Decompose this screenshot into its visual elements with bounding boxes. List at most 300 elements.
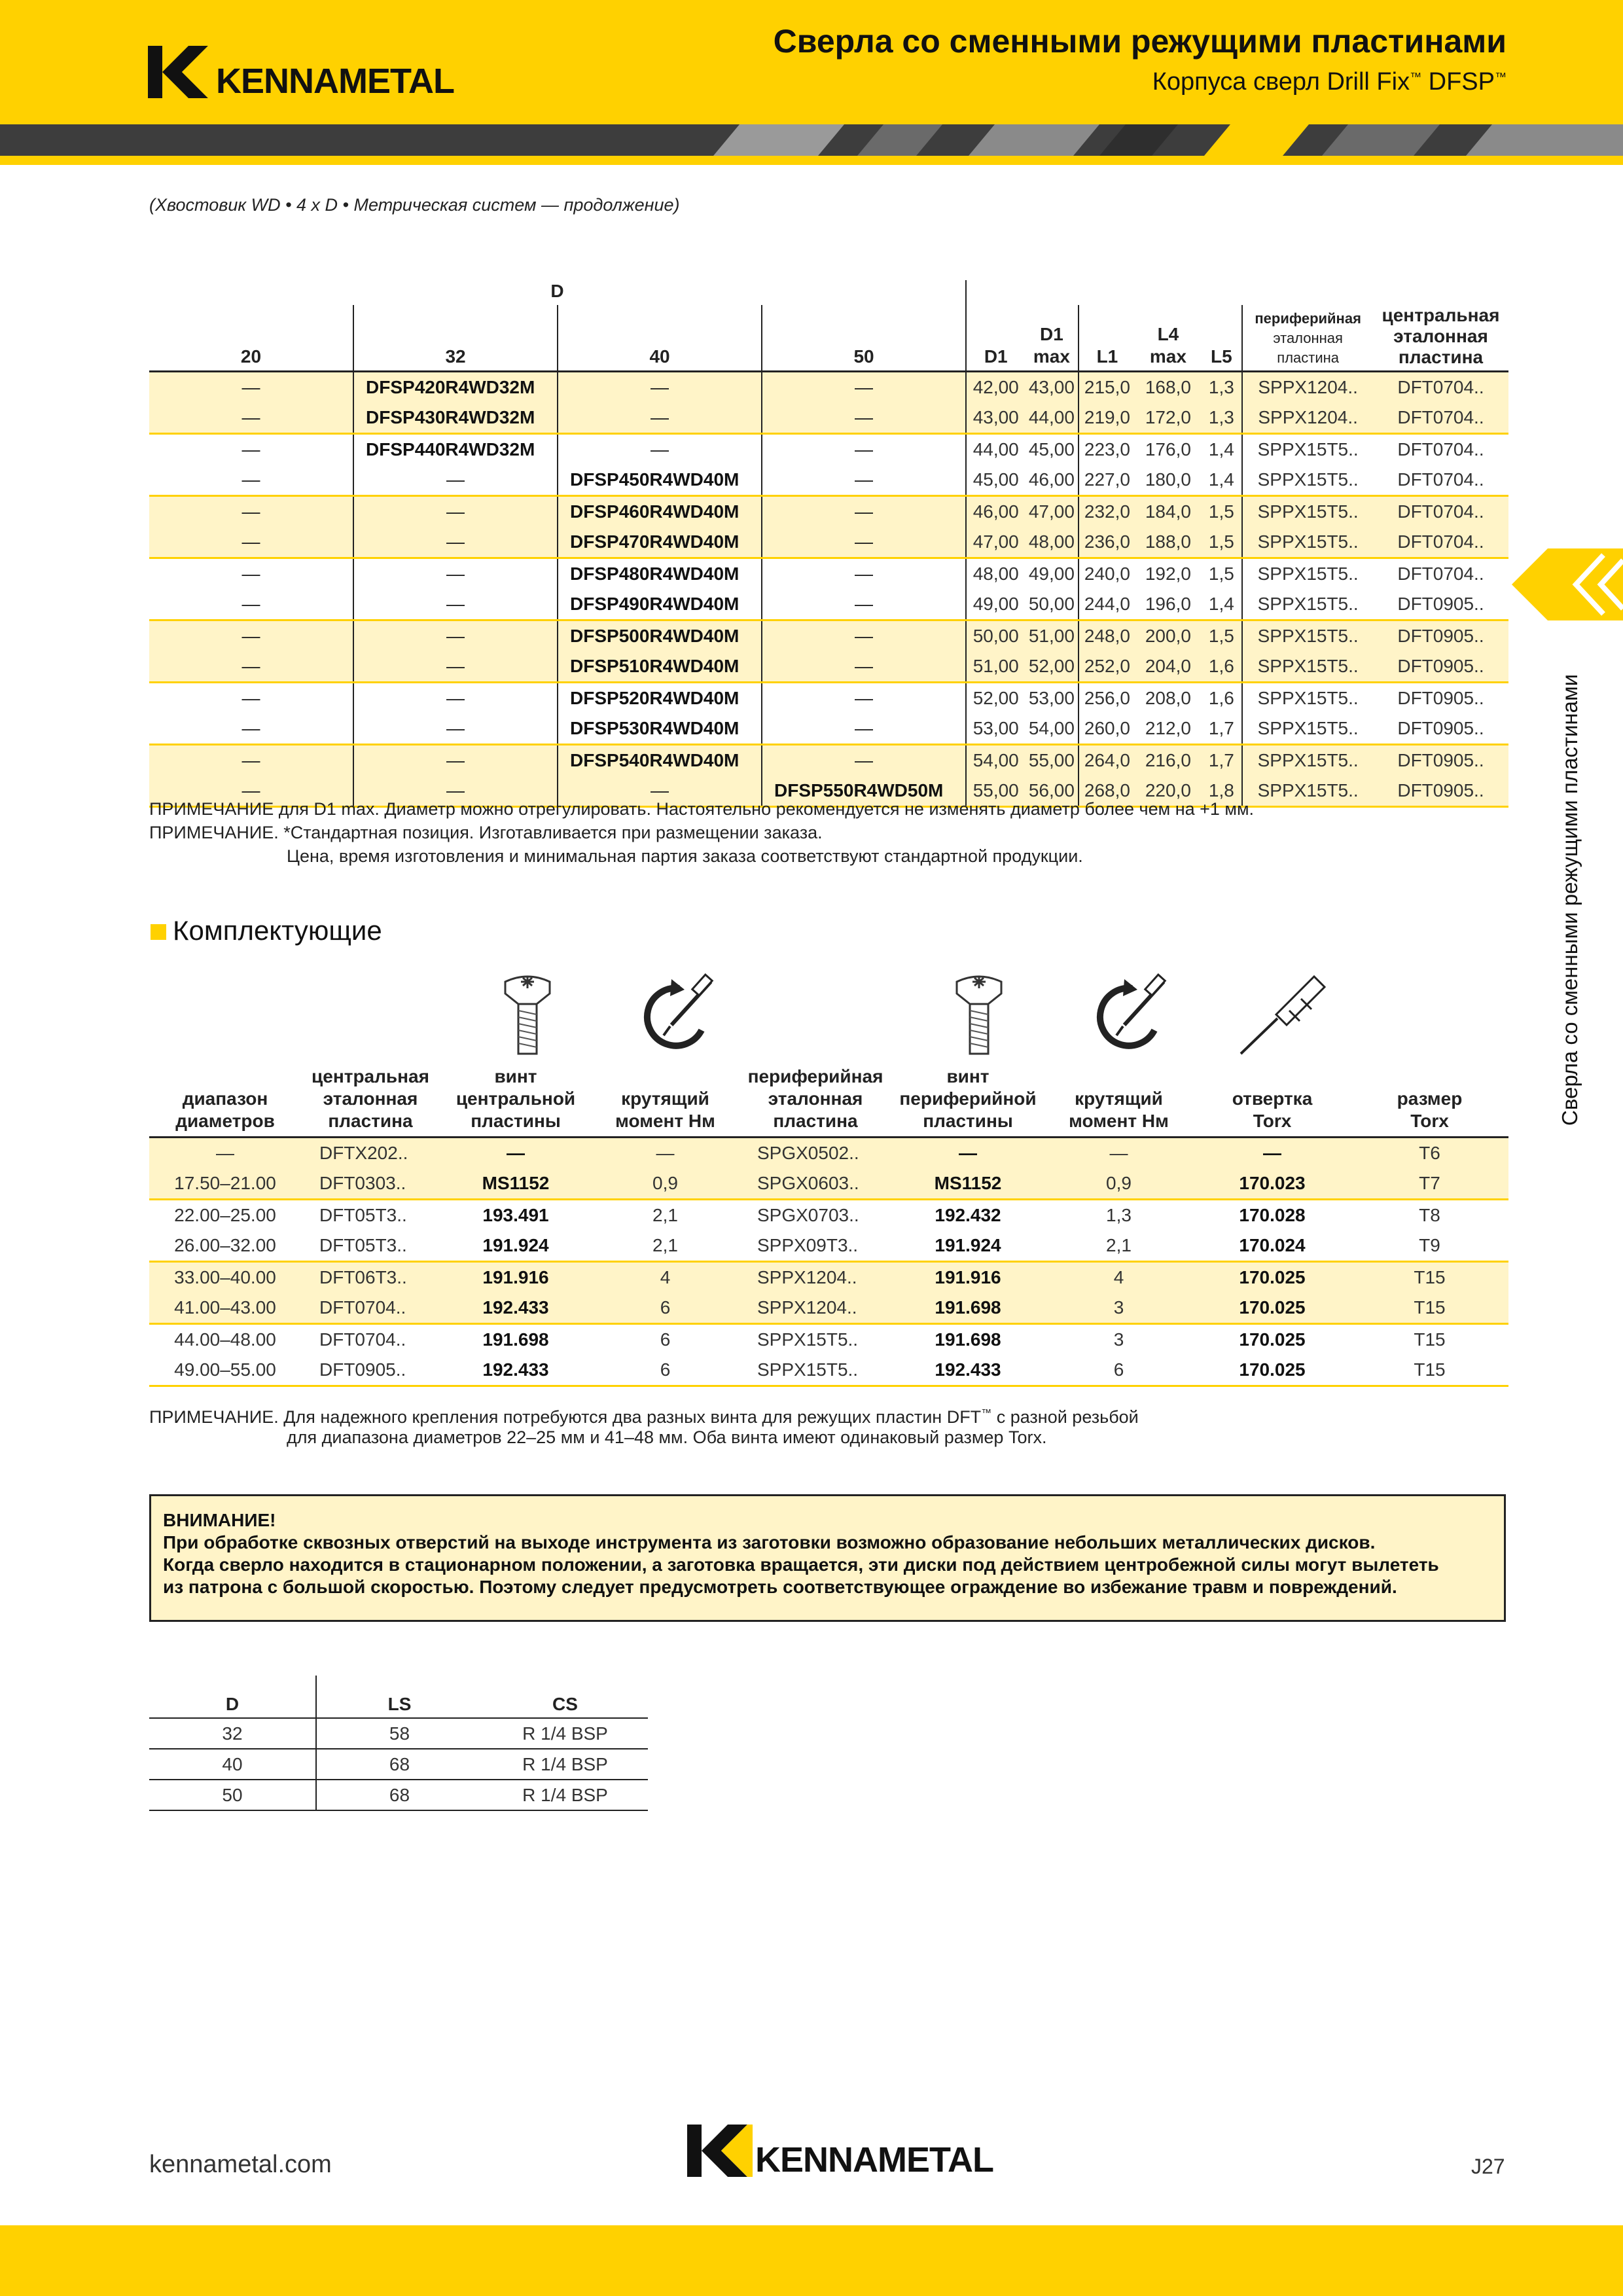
drill-cell: 43,00 (966, 403, 1025, 434)
note-d1max: ПРИМЕЧАНИЕ для D1 max. Диаметр можно отрегулировать. Настоятельно рекомендуется не изменять диаметр более чем на +1 мм. (149, 799, 1255, 819)
col-l5: L5 (1211, 346, 1232, 367)
drill-cell: 45,00 (966, 465, 1025, 496)
drill-cell: DFT0905.. (1397, 780, 1484, 800)
drill-cell: 46,00 (1028, 469, 1075, 490)
col-l4max: L4 max (1149, 324, 1186, 367)
drill-cell: DFT0704.. (1397, 407, 1484, 427)
accessory-cell: 22.00–25.00 (174, 1205, 276, 1225)
shank-row (149, 1780, 648, 1810)
col-torx-driver: отвертка Torx (1232, 1088, 1313, 1131)
drill-cell: DFSP550R4WD50M (762, 776, 966, 807)
drill-cell: — (762, 589, 966, 620)
logo-text: KENNAMETAL (216, 62, 454, 101)
page-title: Сверла со сменными режущими пластинами (773, 23, 1507, 60)
drill-cell: — (241, 626, 260, 646)
drill-cell: — (353, 713, 558, 745)
shank-row (149, 1749, 648, 1780)
d-group-header: D (550, 281, 564, 301)
accessory-cell: T7 (1419, 1173, 1440, 1193)
drill-cell: 47,00 (1028, 501, 1075, 522)
page-subtitle: Корпуса сверл Drill Fix™ DFSP™ (1152, 68, 1507, 96)
table-caption: (Хвостовик WD • 4 x D • Метрическая систем — продолжение) (149, 195, 680, 215)
accessory-cell: — (1109, 1143, 1128, 1163)
drill-cell: 51,00 (1028, 626, 1075, 646)
drill-cell: DFSP520R4WD40M (558, 683, 762, 714)
drill-cell: — (762, 465, 966, 496)
drill-cell: — (241, 439, 260, 459)
note-standard: ПРИМЕЧАНИЕ. *Стандартная позиция. Изготавливается при размещении заказа. (149, 823, 823, 842)
accessory-cell: 33.00–40.00 (174, 1267, 276, 1287)
col-50: 50 (762, 305, 966, 372)
accessory-cell: DFT06T3.. (319, 1267, 407, 1287)
drill-cell: 172,0 (1145, 407, 1191, 427)
section-title-accessories: Комплектующие (173, 915, 382, 946)
drill-cell: SPPX15T5.. (1242, 589, 1373, 620)
warning-line-1: При обработке сквозных отверстий на выходе инструмента из заготовки возможно образование небольших металлических дисков. (163, 1532, 1376, 1552)
accessory-cell: 170.024 (1239, 1235, 1306, 1255)
accessory-cell: SPPX1204.. (757, 1267, 857, 1287)
drill-row (149, 372, 1508, 403)
drill-cell: 244,0 (1079, 589, 1135, 620)
drill-cell: — (241, 594, 260, 614)
drill-cell: 212,0 (1145, 718, 1191, 738)
warning-box (149, 1494, 1506, 1622)
drill-cell: DFSP440R4WD32M (353, 434, 558, 465)
drill-row (149, 403, 1508, 434)
drill-cell: DFSP470R4WD40M (558, 527, 762, 558)
accessory-cell: T9 (1419, 1235, 1440, 1255)
drill-cell: DFT0905.. (1397, 688, 1484, 708)
warning-line-3: из патрона с большой скоростью. Поэтому следует предусмотреть соответствующее ограждение во избежание травм и повреждений. (163, 1577, 1397, 1597)
drill-cell: 232,0 (1079, 496, 1135, 528)
drill-cell: — (762, 651, 966, 683)
accessory-cell: 170.025 (1239, 1267, 1306, 1287)
accessory-cell: MS1152 (934, 1173, 1002, 1193)
header-stripe-yellow (0, 156, 1623, 165)
shank-cell: 68 (316, 1780, 482, 1810)
accessory-row (149, 1168, 1508, 1200)
accessory-cell: — (656, 1143, 675, 1163)
drill-cell: — (353, 620, 558, 652)
accessory-cell: DFTX202.. (319, 1143, 408, 1163)
drill-cell: 53,00 (1028, 688, 1075, 708)
shank-cell: 68 (316, 1749, 482, 1780)
drill-cell: 196,0 (1145, 594, 1191, 614)
drill-cell: — (241, 531, 260, 552)
drill-cell: 215,0 (1079, 372, 1135, 403)
drill-cell: — (241, 750, 260, 770)
accessory-cell: 170.025 (1239, 1359, 1306, 1380)
drill-cell: 208,0 (1145, 688, 1191, 708)
col-peripheral-insert: периферийная эталонная пластина (747, 1066, 883, 1131)
col-d: D (225, 1694, 240, 1714)
drill-cell: 44,00 (966, 434, 1025, 465)
drill-cell: 1,3 (1208, 377, 1234, 397)
drill-cell: DFT0704.. (1397, 377, 1484, 397)
accessory-cell: SPPX1204.. (757, 1297, 857, 1318)
shank-table (149, 1676, 648, 1811)
header-stripe (0, 124, 1623, 156)
drill-cell: 51,00 (966, 651, 1025, 683)
drill-cell: DFT0905.. (1397, 718, 1484, 738)
drill-cell: 1,4 (1208, 439, 1234, 459)
drill-cell: 256,0 (1079, 683, 1135, 714)
kennametal-logo[interactable] (148, 46, 454, 101)
drill-row (149, 465, 1508, 496)
drill-cell: — (558, 372, 762, 403)
accessory-cell: 3 (1113, 1297, 1124, 1318)
accessory-cell: SPGX0502.. (757, 1143, 859, 1163)
drill-cell: — (558, 434, 762, 465)
accessory-cell: SPPX15T5.. (757, 1359, 859, 1380)
col-40: 40 (558, 305, 762, 372)
accessory-row (149, 1230, 1508, 1262)
accessory-cell: DFT05T3.. (319, 1235, 407, 1255)
drill-cell: 1,6 (1208, 688, 1234, 708)
accessory-cell: 192.432 (935, 1205, 1001, 1225)
drill-cell: 52,00 (966, 683, 1025, 714)
accessory-cell: 3 (1113, 1329, 1124, 1350)
accessory-cell: 192.433 (482, 1359, 549, 1380)
accessory-cell: — (216, 1143, 234, 1163)
drill-cell: — (353, 745, 558, 776)
accessory-cell: 17.50–21.00 (174, 1173, 276, 1193)
drill-cell: 268,0 (1079, 776, 1135, 807)
accessory-cell: 6 (660, 1329, 671, 1350)
drills-table (149, 280, 1508, 808)
accessory-cell: 170.025 (1239, 1329, 1306, 1350)
drill-cell: DFSP510R4WD40M (558, 651, 762, 683)
accessory-cell: SPPX15T5.. (757, 1329, 859, 1350)
drill-cell: SPPX15T5.. (1242, 776, 1373, 807)
col-torque-peripheral: крутящий момент Нм (1069, 1088, 1169, 1131)
accessory-row (149, 1293, 1508, 1324)
col-l1: L1 (1079, 305, 1135, 372)
drill-cell: — (762, 403, 966, 434)
drill-cell: DFSP500R4WD40M (558, 620, 762, 652)
drill-cell: 43,00 (1028, 377, 1075, 397)
drill-cell: SPPX15T5.. (1242, 465, 1373, 496)
drill-cell: 220,0 (1145, 780, 1191, 800)
drill-cell: — (762, 527, 966, 558)
drill-cell: — (241, 501, 260, 522)
col-central-screw: винт центральной пластины (455, 1066, 576, 1131)
note-price: Цена, время изготовления и минимальная партия заказа соответствуют стандартной продукции. (287, 846, 1083, 866)
accessories-table (149, 975, 1508, 1387)
drill-cell: — (762, 372, 966, 403)
col-peripheral-insert: периферийная эталонная пластина (1242, 305, 1373, 372)
drill-cell: 184,0 (1145, 501, 1191, 522)
drill-cell: 1,5 (1208, 531, 1234, 552)
accessory-cell: 191.698 (482, 1329, 549, 1350)
accessory-cell: — (507, 1143, 525, 1163)
page-number: J27 (1471, 2155, 1505, 2178)
shank-cell: R 1/4 BSP (522, 1723, 608, 1744)
drill-cell: 50,00 (1028, 594, 1075, 614)
accessory-cell: 191.916 (482, 1267, 549, 1287)
drill-cell: — (241, 780, 260, 800)
drill-row (149, 527, 1508, 558)
note-screws: ПРИМЕЧАНИЕ. Для надежного крепления потребуются два разных винта для режущих пластин DFT™ с разной резьбой (149, 1407, 1139, 1427)
accessory-cell: DFT0303.. (319, 1173, 406, 1193)
accessory-cell: 170.023 (1239, 1173, 1306, 1193)
drill-cell: 252,0 (1079, 651, 1135, 683)
drill-cell: 1,7 (1208, 750, 1234, 770)
drill-cell: 48,00 (966, 558, 1025, 590)
drill-cell: DFSP420R4WD32M (353, 372, 558, 403)
drill-cell: 240,0 (1079, 558, 1135, 590)
shank-cell: 32 (222, 1723, 243, 1744)
drill-cell: 1,4 (1208, 594, 1234, 614)
accessory-cell: 170.028 (1239, 1205, 1306, 1225)
accessory-cell: 170.025 (1239, 1297, 1306, 1318)
drill-row (149, 620, 1508, 652)
accessory-cell: 0,9 (652, 1173, 678, 1193)
drill-cell: — (762, 620, 966, 652)
accessory-cell: 191.924 (935, 1235, 1001, 1255)
drill-cell: 1,3 (1208, 407, 1234, 427)
drill-row (149, 683, 1508, 714)
accessory-cell: SPPX09T3.. (757, 1235, 859, 1255)
drill-cell: SPPX15T5.. (1242, 683, 1373, 714)
drill-cell: SPPX15T5.. (1242, 558, 1373, 590)
drill-cell: DFT0905.. (1397, 750, 1484, 770)
drill-cell: 248,0 (1079, 620, 1135, 652)
drill-cell: 188,0 (1145, 531, 1191, 552)
drill-cell: DFSP480R4WD40M (558, 558, 762, 590)
drill-cell: DFT0704.. (1397, 469, 1484, 490)
accessory-cell: 192.433 (482, 1297, 549, 1318)
col-central-insert: центральная эталонная пластина (1382, 305, 1500, 367)
shank-row (149, 1718, 648, 1749)
drill-cell: 55,00 (966, 776, 1025, 807)
col-d1: D1 (966, 305, 1025, 372)
note-screws-range: для диапазона диаметров 22–25 мм и 41–48 мм. Оба винта имеют одинаковый размер Torx. (287, 1427, 1047, 1447)
accessory-cell: 191.924 (482, 1235, 549, 1255)
drill-cell: — (762, 558, 966, 590)
drill-row (149, 589, 1508, 620)
drill-row (149, 651, 1508, 683)
drill-cell: 1,5 (1208, 501, 1234, 522)
drill-row (149, 434, 1508, 465)
accessory-cell: 6 (660, 1297, 671, 1318)
footer-band (0, 2225, 1623, 2296)
accessory-cell: T15 (1414, 1297, 1446, 1318)
drill-cell: 264,0 (1079, 745, 1135, 776)
drill-cell: SPPX15T5.. (1242, 745, 1373, 776)
accessory-cell: 192.433 (935, 1359, 1001, 1380)
drill-cell: DFSP430R4WD32M (353, 403, 558, 434)
accessory-cell: T15 (1414, 1267, 1446, 1287)
drill-cell: 219,0 (1079, 403, 1135, 434)
drill-cell: 260,0 (1079, 713, 1135, 745)
drill-cell: SPPX15T5.. (1242, 713, 1373, 745)
drill-cell: 46,00 (966, 496, 1025, 528)
accessory-cell: 41.00–43.00 (174, 1297, 276, 1318)
accessory-cell: DFT05T3.. (319, 1205, 407, 1225)
drill-cell: 200,0 (1145, 626, 1191, 646)
drill-cell: 236,0 (1079, 527, 1135, 558)
drill-cell: — (762, 683, 966, 714)
drill-cell: SPPX15T5.. (1242, 620, 1373, 652)
accessory-cell: SPGX0603.. (757, 1173, 859, 1193)
drill-cell: 1,5 (1208, 626, 1234, 646)
footer-logo-text: KENNAMETAL (755, 2140, 993, 2179)
drill-cell: SPPX15T5.. (1242, 496, 1373, 528)
drill-cell: DFSP450R4WD40M (558, 465, 762, 496)
side-chevron-icon (1512, 548, 1623, 620)
drill-cell: DFT0704.. (1397, 501, 1484, 522)
drill-cell: — (241, 564, 260, 584)
accessory-cell: 191.698 (935, 1329, 1001, 1350)
drill-cell: 176,0 (1145, 439, 1191, 459)
accessory-cell: 193.491 (482, 1205, 549, 1225)
accessory-cell: T15 (1414, 1329, 1446, 1350)
accessory-cell: 6 (1113, 1359, 1124, 1380)
col-diameter-range: диапазон диаметров (175, 1088, 275, 1131)
accessory-cell: MS1152 (482, 1173, 550, 1193)
drill-cell: DFT0704.. (1397, 564, 1484, 584)
drill-cell: 1,8 (1208, 780, 1234, 800)
warning-line-2: Когда сверло находится в стационарном положении, а заготовка вращается, эти диски под действием центробежной силы могут вылететь (163, 1554, 1439, 1575)
drill-cell: DFSP490R4WD40M (558, 589, 762, 620)
accessory-cell: 191.916 (935, 1267, 1001, 1287)
drill-cell: 44,00 (1028, 407, 1075, 427)
drill-cell: 54,00 (966, 745, 1025, 776)
drill-cell: 168,0 (1145, 377, 1191, 397)
drill-cell: 55,00 (1028, 750, 1075, 770)
drill-row (149, 558, 1508, 590)
drill-cell: 216,0 (1145, 750, 1191, 770)
drill-cell: 48,00 (1028, 531, 1075, 552)
drill-cell: — (241, 407, 260, 427)
drill-cell: DFT0905.. (1397, 656, 1484, 676)
drill-cell: — (353, 651, 558, 683)
col-central-insert: центральная эталонная пластина (312, 1066, 429, 1131)
col-torque-central: крутящий момент Нм (615, 1088, 715, 1131)
drill-cell: 53,00 (966, 713, 1025, 745)
col-ls: LS (316, 1676, 482, 1718)
drill-cell: 42,00 (966, 372, 1025, 403)
accessory-cell: — (959, 1143, 977, 1163)
section-bullet-icon (151, 924, 166, 940)
drill-cell: 49,00 (1028, 564, 1075, 584)
shank-cell: R 1/4 BSP (522, 1784, 608, 1805)
accessory-cell: 4 (1113, 1267, 1124, 1287)
accessory-cell: 191.698 (935, 1297, 1001, 1318)
drill-cell: — (762, 496, 966, 528)
drill-cell: — (558, 403, 762, 434)
accessory-row (149, 1324, 1508, 1355)
drill-cell: 1,5 (1208, 564, 1234, 584)
col-torx-size: размер Torx (1397, 1088, 1463, 1131)
side-section-label: Сверла со сменными режущими пластинами (1558, 673, 1582, 1126)
accessory-cell: DFT0704.. (319, 1297, 406, 1318)
accessory-cell: 1,3 (1106, 1205, 1132, 1225)
drill-row (149, 745, 1508, 776)
drill-cell: — (241, 656, 260, 676)
shank-cell: 40 (222, 1753, 243, 1774)
drill-cell: 204,0 (1145, 656, 1191, 676)
drill-cell: SPPX15T5.. (1242, 651, 1373, 683)
drill-cell: — (241, 469, 260, 490)
drill-cell: — (353, 527, 558, 558)
shank-cell: R 1/4 BSP (522, 1753, 608, 1774)
accessory-cell: DFT0704.. (319, 1329, 406, 1350)
drill-cell: DFT0905.. (1397, 594, 1484, 614)
drill-cell: — (353, 683, 558, 714)
drill-cell: 50,00 (966, 620, 1025, 652)
drill-cell: — (353, 465, 558, 496)
accessory-cell: DFT0905.. (319, 1359, 406, 1380)
col-d1max: D1 max (1033, 324, 1070, 367)
accessory-cell: T8 (1419, 1205, 1440, 1225)
drill-row (149, 496, 1508, 528)
drill-cell: 49,00 (966, 589, 1025, 620)
drill-cell: DFSP540R4WD40M (558, 745, 762, 776)
drill-cell: 52,00 (1028, 656, 1075, 676)
accessory-cell: SPGX0703.. (757, 1205, 859, 1225)
drill-cell: DFT0704.. (1397, 531, 1484, 552)
drill-cell: DFT0704.. (1397, 439, 1484, 459)
drill-cell: DFSP530R4WD40M (558, 713, 762, 745)
drill-row (149, 713, 1508, 745)
drill-cell: — (558, 776, 762, 807)
footer-url[interactable]: kennametal.com (149, 2151, 332, 2178)
accessory-cell: 2,1 (652, 1205, 678, 1225)
drill-cell: — (353, 589, 558, 620)
drill-cell: 192,0 (1145, 564, 1191, 584)
accessory-row (149, 1200, 1508, 1231)
drill-cell: — (241, 377, 260, 397)
drill-cell: — (241, 718, 260, 738)
accessory-cell: 49.00–55.00 (174, 1359, 276, 1380)
drill-cell: — (353, 776, 558, 807)
drill-cell: 227,0 (1079, 465, 1135, 496)
accessory-cell: T15 (1414, 1359, 1446, 1380)
accessory-row (149, 1138, 1508, 1169)
col-peripheral-screw: винт периферийной пластины (899, 1066, 1037, 1131)
drill-cell: SPPX15T5.. (1242, 434, 1373, 465)
accessory-cell: 26.00–32.00 (174, 1235, 276, 1255)
accessory-cell: 0,9 (1106, 1173, 1132, 1193)
accessory-row (149, 1355, 1508, 1386)
accessory-cell: 4 (660, 1267, 671, 1287)
drill-cell: 56,00 (1028, 780, 1075, 800)
shank-cell: 50 (222, 1784, 243, 1805)
drill-cell: 45,00 (1028, 439, 1075, 459)
drill-cell: SPPX1204.. (1242, 372, 1373, 403)
accessory-cell: 2,1 (652, 1235, 678, 1255)
drill-cell: — (241, 688, 260, 708)
drill-cell: SPPX1204.. (1242, 403, 1373, 434)
accessory-row (149, 1262, 1508, 1293)
drill-cell: 1,6 (1208, 656, 1234, 676)
drill-cell: DFSP460R4WD40M (558, 496, 762, 528)
warning-title: ВНИМАНИЕ! (163, 1510, 276, 1530)
drill-cell: 54,00 (1028, 718, 1075, 738)
footer-kennametal-logo[interactable] (687, 2125, 993, 2179)
accessory-cell: 44.00–48.00 (174, 1329, 276, 1350)
accessory-cell: 2,1 (1106, 1235, 1132, 1255)
drill-cell: 180,0 (1145, 469, 1191, 490)
drill-cell: — (353, 558, 558, 590)
accessory-cell: T6 (1419, 1143, 1440, 1163)
drill-cell: — (762, 745, 966, 776)
drill-cell: — (762, 713, 966, 745)
shank-cell: 58 (316, 1718, 482, 1749)
col-cs: CS (552, 1694, 578, 1714)
